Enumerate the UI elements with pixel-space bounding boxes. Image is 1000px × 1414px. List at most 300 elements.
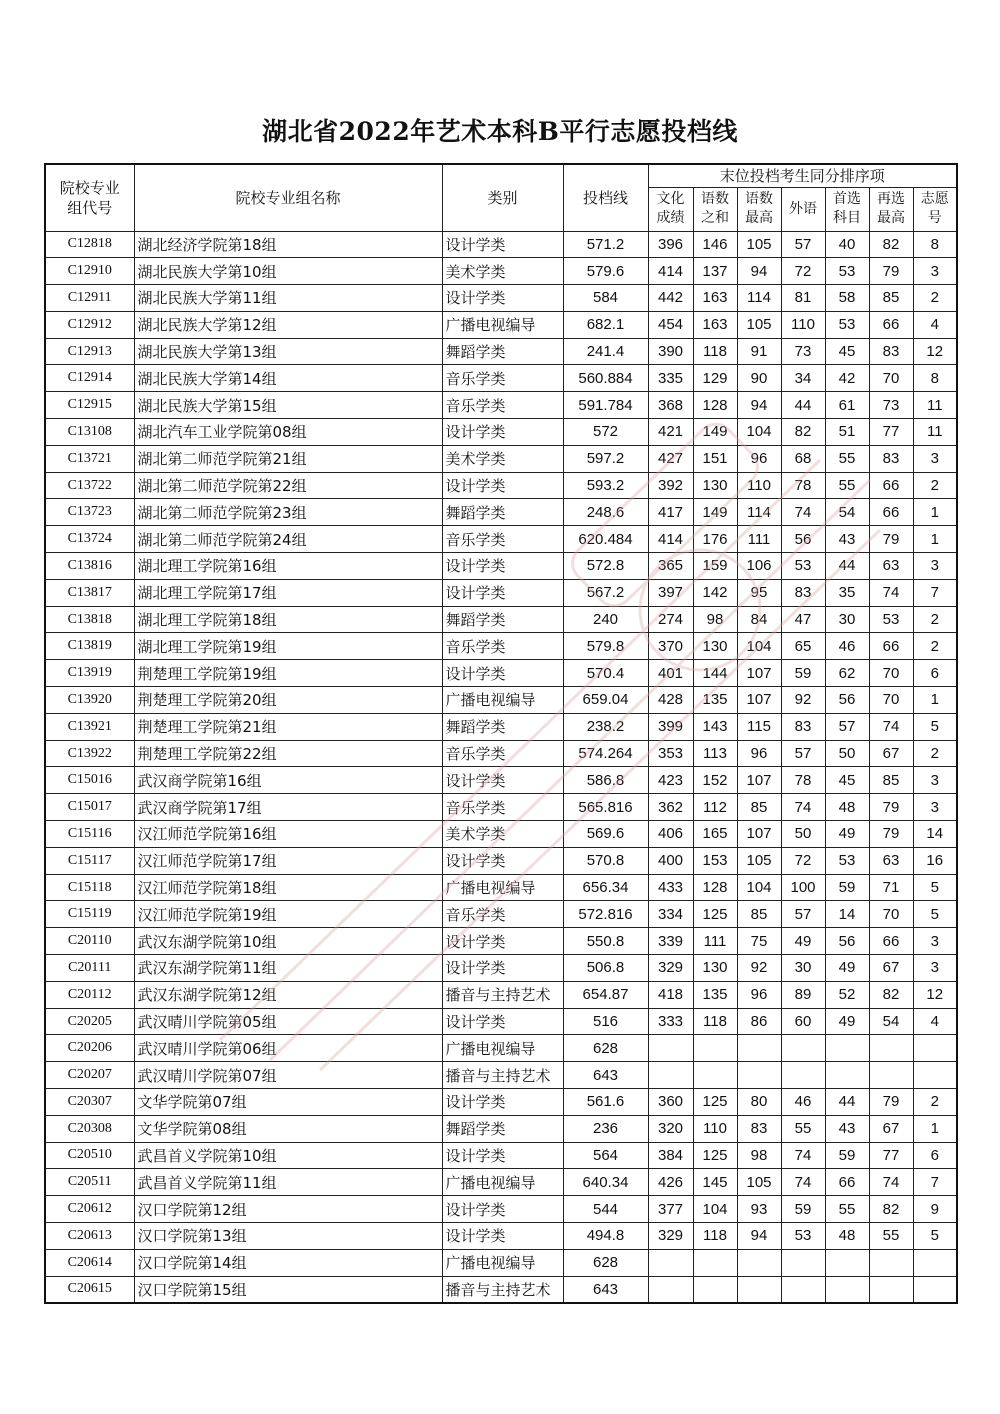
second-max-cell: 83	[869, 445, 913, 472]
second-max-cell: 82	[869, 1196, 913, 1223]
group-name-cell: 湖北理工学院第19组	[134, 633, 442, 660]
category-cell: 设计学类	[442, 847, 563, 874]
preference-no-cell: 9	[913, 1196, 957, 1223]
chinese-math-sum-cell: 112	[693, 794, 737, 821]
chinese-math-max-cell: 105	[737, 847, 781, 874]
first-subject-cell: 40	[825, 231, 869, 258]
culture-score-cell: 433	[648, 874, 693, 901]
foreign-language-cell: 68	[781, 445, 825, 472]
table-row	[45, 392, 957, 419]
foreign-language-cell: 83	[781, 579, 825, 606]
table-row	[45, 1249, 957, 1276]
group-code-cell: C13818	[45, 606, 134, 633]
culture-score-cell: 335	[648, 365, 693, 392]
culture-score-cell: 396	[648, 231, 693, 258]
table-row	[45, 419, 957, 446]
category-cell: 设计学类	[442, 1196, 563, 1223]
category-cell: 广播电视编导	[442, 1169, 563, 1196]
preference-no-cell: 5	[913, 874, 957, 901]
culture-score-cell	[648, 1035, 693, 1062]
foreign-language-cell: 78	[781, 767, 825, 794]
group-name-cell: 湖北经济学院第18组	[134, 231, 442, 258]
first-subject-cell: 53	[825, 311, 869, 338]
foreign-language-cell: 110	[781, 311, 825, 338]
group-name-cell: 湖北民族大学第10组	[134, 258, 442, 285]
chinese-math-max-cell: 75	[737, 928, 781, 955]
category-cell: 设计学类	[442, 285, 563, 312]
first-subject-cell: 43	[825, 526, 869, 553]
group-name-cell: 湖北第二师范学院第24组	[134, 526, 442, 553]
chinese-math-sum-cell: 125	[693, 1142, 737, 1169]
culture-score-cell: 414	[648, 526, 693, 553]
foreign-language-cell: 82	[781, 419, 825, 446]
foreign-language-cell: 74	[781, 794, 825, 821]
subheader-second-max-text: 再选最高	[877, 191, 905, 226]
first-subject-cell: 45	[825, 338, 869, 365]
foreign-language-cell: 34	[781, 365, 825, 392]
second-max-cell: 70	[869, 687, 913, 714]
preference-no-cell: 2	[913, 740, 957, 767]
foreign-language-cell	[781, 1062, 825, 1089]
category-cell: 广播电视编导	[442, 1035, 563, 1062]
category-cell: 音乐学类	[442, 633, 563, 660]
second-max-cell: 67	[869, 740, 913, 767]
group-name-cell: 湖北理工学院第17组	[134, 579, 442, 606]
table-row	[45, 1062, 957, 1089]
chinese-math-max-cell: 96	[737, 740, 781, 767]
subheader-foreign-language: 外语	[781, 187, 825, 231]
group-code-cell: C20615	[45, 1276, 134, 1303]
subheader-preference-no	[913, 187, 957, 231]
chinese-math-sum-cell: 111	[693, 928, 737, 955]
group-name-cell: 湖北理工学院第16组	[134, 553, 442, 580]
category-cell: 设计学类	[442, 1142, 563, 1169]
first-subject-cell	[825, 1035, 869, 1062]
chinese-math-sum-cell: 145	[693, 1169, 737, 1196]
preference-no-cell: 2	[913, 472, 957, 499]
chinese-math-sum-cell: 125	[693, 1089, 737, 1116]
group-code-cell: C13920	[45, 687, 134, 714]
foreign-language-cell: 57	[781, 740, 825, 767]
culture-score-cell: 423	[648, 767, 693, 794]
preference-no-cell: 3	[913, 258, 957, 285]
subheader-chinese-math-sum	[693, 187, 737, 231]
table-row	[45, 1008, 957, 1035]
group-code-cell: C13108	[45, 419, 134, 446]
preference-no-cell: 2	[913, 633, 957, 660]
chinese-math-max-cell: 94	[737, 258, 781, 285]
culture-score-cell: 400	[648, 847, 693, 874]
chinese-math-max-cell: 107	[737, 821, 781, 848]
table-row	[45, 499, 957, 526]
score-line-cell: 567.2	[563, 579, 648, 606]
culture-score-cell: 454	[648, 311, 693, 338]
preference-no-cell: 1	[913, 1115, 957, 1142]
category-cell: 设计学类	[442, 553, 563, 580]
preference-no-cell: 1	[913, 499, 957, 526]
foreign-language-cell: 89	[781, 981, 825, 1008]
category-cell: 音乐学类	[442, 365, 563, 392]
chinese-math-sum-cell	[693, 1249, 737, 1276]
group-code-cell: C15118	[45, 874, 134, 901]
score-line-cell: 572.816	[563, 901, 648, 928]
culture-score-cell: 333	[648, 1008, 693, 1035]
score-line-cell: 241.4	[563, 338, 648, 365]
chinese-math-max-cell: 114	[737, 285, 781, 312]
second-max-cell: 66	[869, 311, 913, 338]
chinese-math-sum-cell: 143	[693, 713, 737, 740]
table-row	[45, 526, 957, 553]
first-subject-cell: 43	[825, 1115, 869, 1142]
group-code-cell: C12911	[45, 285, 134, 312]
score-line-cell: 593.2	[563, 472, 648, 499]
group-code-cell: C13819	[45, 633, 134, 660]
category-cell: 音乐学类	[442, 740, 563, 767]
category-cell: 设计学类	[442, 472, 563, 499]
score-line-cell: 550.8	[563, 928, 648, 955]
category-cell: 设计学类	[442, 1089, 563, 1116]
chinese-math-sum-cell	[693, 1276, 737, 1303]
chinese-math-max-cell	[737, 1249, 781, 1276]
first-subject-cell: 66	[825, 1169, 869, 1196]
group-code-cell: C15119	[45, 901, 134, 928]
subheader-preference-no-text: 志愿号	[920, 191, 949, 226]
foreign-language-cell: 60	[781, 1008, 825, 1035]
preference-no-cell: 2	[913, 606, 957, 633]
group-code-cell: C20206	[45, 1035, 134, 1062]
score-line-cell: 591.784	[563, 392, 648, 419]
culture-score-cell: 334	[648, 901, 693, 928]
culture-score-cell	[648, 1062, 693, 1089]
subheader-chinese-math-sum-text: 语数之和	[701, 191, 729, 226]
subheader-chinese-math-max-text: 语数最高	[745, 191, 773, 226]
culture-score-cell: 418	[648, 981, 693, 1008]
category-cell: 广播电视编导	[442, 311, 563, 338]
first-subject-cell: 62	[825, 660, 869, 687]
category-cell: 设计学类	[442, 231, 563, 258]
group-name-cell: 文华学院第08组	[134, 1115, 442, 1142]
group-code-cell: C12818	[45, 231, 134, 258]
chinese-math-sum-cell: 144	[693, 660, 737, 687]
group-code-cell: C15016	[45, 767, 134, 794]
foreign-language-cell: 59	[781, 1196, 825, 1223]
chinese-math-max-cell: 105	[737, 231, 781, 258]
group-code-cell: C13817	[45, 579, 134, 606]
score-line-cell: 628	[563, 1035, 648, 1062]
first-subject-cell: 44	[825, 1089, 869, 1116]
category-cell: 美术学类	[442, 821, 563, 848]
group-code-cell: C15117	[45, 847, 134, 874]
score-line-cell: 561.6	[563, 1089, 648, 1116]
first-subject-cell: 56	[825, 687, 869, 714]
score-line-cell: 570.8	[563, 847, 648, 874]
preference-no-cell: 4	[913, 1008, 957, 1035]
group-name-cell: 湖北民族大学第11组	[134, 285, 442, 312]
table-row	[45, 445, 957, 472]
first-subject-cell: 55	[825, 1196, 869, 1223]
chinese-math-max-cell: 106	[737, 553, 781, 580]
score-table	[44, 163, 958, 1304]
chinese-math-max-cell	[737, 1276, 781, 1303]
preference-no-cell: 3	[913, 794, 957, 821]
page-title: 湖北省2022年艺术本科B平行志愿投档线	[262, 117, 738, 146]
group-name-cell: 湖北汽车工业学院第08组	[134, 419, 442, 446]
category-cell: 舞蹈学类	[442, 606, 563, 633]
second-max-cell: 70	[869, 365, 913, 392]
second-max-cell: 79	[869, 821, 913, 848]
chinese-math-sum-cell: 142	[693, 579, 737, 606]
culture-score-cell: 406	[648, 821, 693, 848]
score-line-cell: 656.34	[563, 874, 648, 901]
culture-score-cell: 428	[648, 687, 693, 714]
group-code-cell: C20112	[45, 981, 134, 1008]
foreign-language-cell: 74	[781, 1169, 825, 1196]
chinese-math-max-cell: 104	[737, 419, 781, 446]
chinese-math-max-cell: 90	[737, 365, 781, 392]
foreign-language-cell: 47	[781, 606, 825, 633]
first-subject-cell: 48	[825, 794, 869, 821]
foreign-language-cell: 57	[781, 231, 825, 258]
chinese-math-max-cell: 110	[737, 472, 781, 499]
category-cell: 设计学类	[442, 1222, 563, 1249]
group-code-cell: C13723	[45, 499, 134, 526]
group-code-cell: C13722	[45, 472, 134, 499]
header-score: 投档线	[563, 164, 648, 231]
first-subject-cell: 59	[825, 1142, 869, 1169]
second-max-cell: 67	[869, 1115, 913, 1142]
group-code-cell: C20614	[45, 1249, 134, 1276]
chinese-math-max-cell: 83	[737, 1115, 781, 1142]
score-line-cell: 574.264	[563, 740, 648, 767]
group-code-cell: C13816	[45, 553, 134, 580]
chinese-math-max-cell: 104	[737, 874, 781, 901]
header-tie-break: 末位投档考生同分排序项	[648, 164, 957, 187]
second-max-cell: 82	[869, 231, 913, 258]
group-code-cell: C12910	[45, 258, 134, 285]
score-line-cell: 236	[563, 1115, 648, 1142]
category-cell: 音乐学类	[442, 794, 563, 821]
table-row	[45, 311, 957, 338]
table-row	[45, 365, 957, 392]
preference-no-cell	[913, 1062, 957, 1089]
score-line-cell: 572	[563, 419, 648, 446]
group-name-cell: 武汉晴川学院第05组	[134, 1008, 442, 1035]
chinese-math-sum-cell	[693, 1062, 737, 1089]
chinese-math-sum-cell: 135	[693, 687, 737, 714]
chinese-math-max-cell: 80	[737, 1089, 781, 1116]
foreign-language-cell: 72	[781, 258, 825, 285]
second-max-cell: 54	[869, 1008, 913, 1035]
second-max-cell: 73	[869, 392, 913, 419]
category-cell: 设计学类	[442, 767, 563, 794]
score-line-cell: 643	[563, 1276, 648, 1303]
chinese-math-sum-cell: 113	[693, 740, 737, 767]
culture-score-cell: 368	[648, 392, 693, 419]
culture-score-cell: 320	[648, 1115, 693, 1142]
second-max-cell: 79	[869, 1089, 913, 1116]
group-name-cell: 荆楚理工学院第22组	[134, 740, 442, 767]
score-line-cell: 506.8	[563, 955, 648, 982]
foreign-language-cell: 81	[781, 285, 825, 312]
subheader-chinese-math-max	[737, 187, 781, 231]
chinese-math-max-cell: 91	[737, 338, 781, 365]
first-subject-cell: 48	[825, 1222, 869, 1249]
second-max-cell: 66	[869, 472, 913, 499]
chinese-math-max-cell: 85	[737, 901, 781, 928]
second-max-cell: 66	[869, 499, 913, 526]
group-name-cell: 荆楚理工学院第20组	[134, 687, 442, 714]
second-max-cell	[869, 1276, 913, 1303]
group-name-cell: 荆楚理工学院第19组	[134, 660, 442, 687]
chinese-math-sum-cell: 151	[693, 445, 737, 472]
culture-score-cell: 414	[648, 258, 693, 285]
table-row	[45, 472, 957, 499]
chinese-math-sum-cell: 104	[693, 1196, 737, 1223]
first-subject-cell: 14	[825, 901, 869, 928]
second-max-cell: 63	[869, 847, 913, 874]
chinese-math-max-cell: 98	[737, 1142, 781, 1169]
category-cell: 美术学类	[442, 258, 563, 285]
chinese-math-max-cell: 95	[737, 579, 781, 606]
group-code-cell: C20511	[45, 1169, 134, 1196]
second-max-cell: 55	[869, 1222, 913, 1249]
table-row	[45, 874, 957, 901]
culture-score-cell	[648, 1276, 693, 1303]
preference-no-cell: 4	[913, 311, 957, 338]
chinese-math-max-cell: 105	[737, 311, 781, 338]
score-line-cell: 628	[563, 1249, 648, 1276]
group-code-cell: C15017	[45, 794, 134, 821]
score-line-cell: 654.87	[563, 981, 648, 1008]
category-cell: 音乐学类	[442, 526, 563, 553]
second-max-cell: 67	[869, 955, 913, 982]
culture-score-cell: 370	[648, 633, 693, 660]
score-line-cell: 571.2	[563, 231, 648, 258]
group-name-cell: 汉江师范学院第19组	[134, 901, 442, 928]
first-subject-cell: 49	[825, 955, 869, 982]
group-name-cell: 湖北民族大学第13组	[134, 338, 442, 365]
second-max-cell: 63	[869, 553, 913, 580]
preference-no-cell: 5	[913, 713, 957, 740]
first-subject-cell: 55	[825, 445, 869, 472]
score-line-cell: 640.34	[563, 1169, 648, 1196]
group-name-cell: 武汉东湖学院第11组	[134, 955, 442, 982]
first-subject-cell: 53	[825, 258, 869, 285]
culture-score-cell	[648, 1249, 693, 1276]
preference-no-cell: 7	[913, 1169, 957, 1196]
table-row	[45, 338, 957, 365]
culture-score-cell: 392	[648, 472, 693, 499]
score-line-cell: 516	[563, 1008, 648, 1035]
foreign-language-cell: 53	[781, 553, 825, 580]
subheader-first-subject	[825, 187, 869, 231]
foreign-language-cell: 65	[781, 633, 825, 660]
second-max-cell: 71	[869, 874, 913, 901]
chinese-math-sum-cell: 149	[693, 419, 737, 446]
score-line-cell: 682.1	[563, 311, 648, 338]
score-line-cell: 620.484	[563, 526, 648, 553]
second-max-cell: 74	[869, 1169, 913, 1196]
culture-score-cell: 360	[648, 1089, 693, 1116]
chinese-math-sum-cell: 137	[693, 258, 737, 285]
foreign-language-cell: 55	[781, 1115, 825, 1142]
first-subject-cell: 52	[825, 981, 869, 1008]
category-cell: 舞蹈学类	[442, 713, 563, 740]
group-name-cell: 武汉商学院第16组	[134, 767, 442, 794]
foreign-language-cell: 74	[781, 499, 825, 526]
chinese-math-max-cell: 107	[737, 660, 781, 687]
chinese-math-max-cell: 96	[737, 445, 781, 472]
foreign-language-cell: 30	[781, 955, 825, 982]
second-max-cell: 85	[869, 767, 913, 794]
foreign-language-cell: 74	[781, 1142, 825, 1169]
chinese-math-max-cell: 114	[737, 499, 781, 526]
table-row	[45, 901, 957, 928]
preference-no-cell: 12	[913, 338, 957, 365]
group-name-cell: 汉口学院第15组	[134, 1276, 442, 1303]
second-max-cell: 77	[869, 1142, 913, 1169]
table-row	[45, 928, 957, 955]
category-cell: 设计学类	[442, 1008, 563, 1035]
first-subject-cell: 49	[825, 821, 869, 848]
group-name-cell: 湖北民族大学第15组	[134, 392, 442, 419]
chinese-math-sum-cell: 159	[693, 553, 737, 580]
foreign-language-cell: 56	[781, 526, 825, 553]
culture-score-cell: 427	[648, 445, 693, 472]
category-cell: 设计学类	[442, 419, 563, 446]
table-row	[45, 740, 957, 767]
first-subject-cell	[825, 1276, 869, 1303]
header-name: 院校专业组名称	[134, 164, 442, 231]
foreign-language-cell: 59	[781, 660, 825, 687]
first-subject-cell: 61	[825, 392, 869, 419]
second-max-cell: 79	[869, 258, 913, 285]
score-line-cell: 597.2	[563, 445, 648, 472]
table-row	[45, 231, 957, 258]
chinese-math-max-cell: 86	[737, 1008, 781, 1035]
second-max-cell	[869, 1035, 913, 1062]
group-code-cell: C20207	[45, 1062, 134, 1089]
category-cell: 音乐学类	[442, 901, 563, 928]
group-name-cell: 汉口学院第14组	[134, 1249, 442, 1276]
table-row	[45, 579, 957, 606]
culture-score-cell: 390	[648, 338, 693, 365]
preference-no-cell: 8	[913, 231, 957, 258]
table-row	[45, 794, 957, 821]
score-line-cell: 570.4	[563, 660, 648, 687]
chinese-math-sum-cell: 163	[693, 311, 737, 338]
group-name-cell: 武汉晴川学院第06组	[134, 1035, 442, 1062]
table-row	[45, 1222, 957, 1249]
category-cell: 舞蹈学类	[442, 338, 563, 365]
chinese-math-sum-cell: 118	[693, 1222, 737, 1249]
score-line-cell: 643	[563, 1062, 648, 1089]
foreign-language-cell	[781, 1035, 825, 1062]
chinese-math-sum-cell: 98	[693, 606, 737, 633]
score-line-cell: 238.2	[563, 713, 648, 740]
table-row	[45, 258, 957, 285]
table-row	[45, 981, 957, 1008]
preference-no-cell: 5	[913, 1222, 957, 1249]
chinese-math-max-cell	[737, 1035, 781, 1062]
category-cell: 播音与主持艺术	[442, 1062, 563, 1089]
second-max-cell	[869, 1062, 913, 1089]
second-max-cell: 74	[869, 579, 913, 606]
chinese-math-max-cell: 96	[737, 981, 781, 1008]
category-cell: 音乐学类	[442, 392, 563, 419]
first-subject-cell: 35	[825, 579, 869, 606]
foreign-language-cell: 92	[781, 687, 825, 714]
